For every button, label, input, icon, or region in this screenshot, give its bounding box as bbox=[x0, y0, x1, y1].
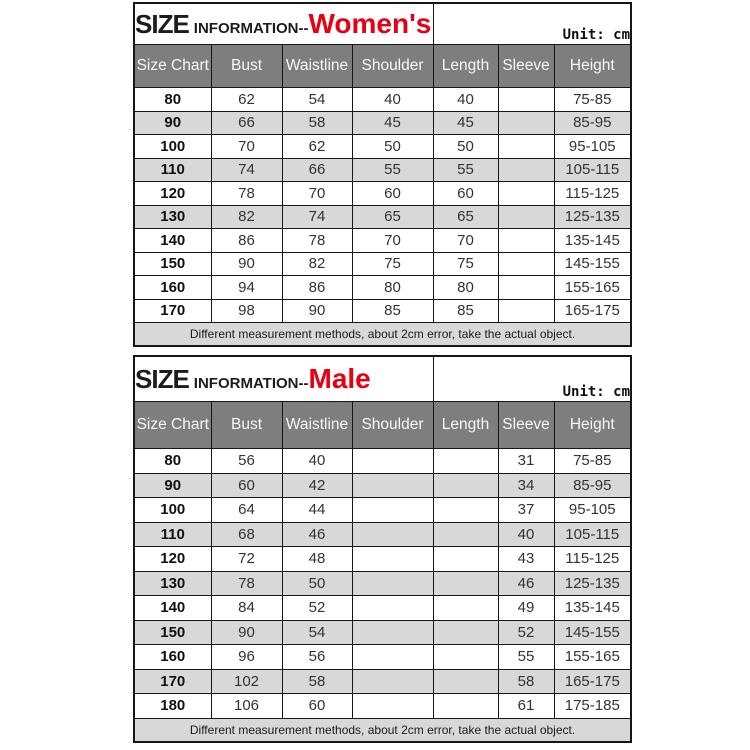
table-title bbox=[134, 3, 433, 45]
column-header-length: Length bbox=[433, 402, 498, 449]
size-cell: 140 bbox=[134, 229, 211, 253]
value-cell bbox=[498, 252, 554, 276]
size-cell: 80 bbox=[134, 88, 211, 112]
unit-cell bbox=[433, 356, 631, 402]
value-cell: 58 bbox=[282, 669, 352, 694]
column-header-height: Height bbox=[554, 402, 631, 449]
value-cell: 95-105 bbox=[554, 498, 631, 523]
value-cell bbox=[433, 669, 498, 694]
value-cell bbox=[498, 299, 554, 323]
size-cell: 80 bbox=[134, 449, 211, 474]
column-header-bust: Bust bbox=[211, 402, 282, 449]
column-header-bust: Bust bbox=[211, 45, 282, 88]
note-row bbox=[134, 718, 631, 742]
value-cell bbox=[352, 669, 433, 694]
value-cell: 102 bbox=[211, 669, 282, 694]
table-row bbox=[134, 473, 631, 498]
value-cell: 40 bbox=[498, 522, 554, 547]
value-cell: 40 bbox=[282, 449, 352, 474]
column-header-shoulder: Shoulder bbox=[352, 45, 433, 88]
table-row bbox=[134, 205, 631, 229]
table-row bbox=[134, 276, 631, 300]
value-cell bbox=[433, 473, 498, 498]
value-cell bbox=[498, 88, 554, 112]
value-cell: 55 bbox=[433, 158, 498, 182]
table-row bbox=[134, 182, 631, 206]
value-cell: 45 bbox=[352, 111, 433, 135]
table-row bbox=[134, 252, 631, 276]
value-cell bbox=[433, 449, 498, 474]
value-cell bbox=[352, 547, 433, 572]
table-row bbox=[134, 571, 631, 596]
value-cell bbox=[352, 596, 433, 621]
value-cell bbox=[352, 498, 433, 523]
value-cell: 155-165 bbox=[554, 645, 631, 670]
value-cell: 106 bbox=[211, 694, 282, 719]
size-cell: 100 bbox=[134, 135, 211, 159]
column-header-row bbox=[134, 402, 631, 449]
value-cell: 95-105 bbox=[554, 135, 631, 159]
value-cell: 60 bbox=[433, 182, 498, 206]
value-cell: 45 bbox=[433, 111, 498, 135]
value-cell: 125-135 bbox=[554, 571, 631, 596]
value-cell: 54 bbox=[282, 88, 352, 112]
size-cell: 150 bbox=[134, 252, 211, 276]
value-cell: 75 bbox=[433, 252, 498, 276]
unit-cell bbox=[433, 3, 631, 45]
value-cell: 65 bbox=[433, 205, 498, 229]
value-cell: 48 bbox=[282, 547, 352, 572]
size-cell: 130 bbox=[134, 205, 211, 229]
size-cell: 170 bbox=[134, 299, 211, 323]
value-cell: 78 bbox=[211, 571, 282, 596]
column-header-length: Length bbox=[433, 45, 498, 88]
value-cell: 125-135 bbox=[554, 205, 631, 229]
value-cell: 58 bbox=[282, 111, 352, 135]
value-cell: 75-85 bbox=[554, 88, 631, 112]
value-cell: 58 bbox=[498, 669, 554, 694]
column-header-sleeve: Sleeve bbox=[498, 402, 554, 449]
value-cell bbox=[352, 449, 433, 474]
size-cell: 120 bbox=[134, 182, 211, 206]
column-header-sleeve: Sleeve bbox=[498, 45, 554, 88]
value-cell: 165-175 bbox=[554, 299, 631, 323]
value-cell bbox=[498, 229, 554, 253]
column-header-row bbox=[134, 45, 631, 88]
measurement-note: Different measurement methods, about 2cm error, take the actual object. bbox=[134, 323, 631, 347]
table-row bbox=[134, 694, 631, 719]
value-cell: 78 bbox=[211, 182, 282, 206]
value-cell: 85-95 bbox=[554, 111, 631, 135]
value-cell: 66 bbox=[282, 158, 352, 182]
table-row bbox=[134, 449, 631, 474]
value-cell: 90 bbox=[211, 620, 282, 645]
value-cell bbox=[498, 158, 554, 182]
value-cell bbox=[498, 205, 554, 229]
value-cell: 31 bbox=[498, 449, 554, 474]
table-row bbox=[134, 229, 631, 253]
value-cell: 84 bbox=[211, 596, 282, 621]
value-cell bbox=[433, 645, 498, 670]
value-cell: 70 bbox=[282, 182, 352, 206]
value-cell: 55 bbox=[352, 158, 433, 182]
value-cell bbox=[433, 596, 498, 621]
value-cell: 98 bbox=[211, 299, 282, 323]
title-size-label: SIZE bbox=[135, 364, 189, 394]
value-cell bbox=[498, 276, 554, 300]
table-row bbox=[134, 547, 631, 572]
size-cell: 170 bbox=[134, 669, 211, 694]
value-cell: 165-175 bbox=[554, 669, 631, 694]
size-cell: 110 bbox=[134, 522, 211, 547]
value-cell: 54 bbox=[282, 620, 352, 645]
value-cell: 86 bbox=[282, 276, 352, 300]
value-cell bbox=[498, 111, 554, 135]
value-cell: 40 bbox=[433, 88, 498, 112]
womens-size-table bbox=[133, 2, 632, 347]
table-row bbox=[134, 498, 631, 523]
title-gender-label: Male bbox=[308, 363, 371, 394]
column-header-waistline: Waistline bbox=[282, 45, 352, 88]
value-cell: 46 bbox=[498, 571, 554, 596]
table-row bbox=[134, 158, 631, 182]
value-cell: 90 bbox=[282, 299, 352, 323]
value-cell: 105-115 bbox=[554, 522, 631, 547]
value-cell: 80 bbox=[352, 276, 433, 300]
value-cell: 82 bbox=[282, 252, 352, 276]
value-cell: 62 bbox=[282, 135, 352, 159]
value-cell: 85 bbox=[352, 299, 433, 323]
value-cell bbox=[433, 620, 498, 645]
value-cell: 44 bbox=[282, 498, 352, 523]
value-cell: 70 bbox=[352, 229, 433, 253]
size-table-male bbox=[133, 355, 630, 743]
value-cell: 60 bbox=[282, 694, 352, 719]
value-cell bbox=[433, 547, 498, 572]
value-cell bbox=[433, 498, 498, 523]
size-cell: 180 bbox=[134, 694, 211, 719]
value-cell: 64 bbox=[211, 498, 282, 523]
value-cell bbox=[352, 571, 433, 596]
column-header-shoulder: Shoulder bbox=[352, 402, 433, 449]
value-cell: 145-155 bbox=[554, 252, 631, 276]
value-cell: 135-145 bbox=[554, 596, 631, 621]
value-cell: 52 bbox=[282, 596, 352, 621]
table-row bbox=[134, 111, 631, 135]
value-cell bbox=[498, 182, 554, 206]
value-cell: 37 bbox=[498, 498, 554, 523]
value-cell: 52 bbox=[498, 620, 554, 645]
title-information-label: INFORMATION-- bbox=[193, 20, 309, 37]
value-cell: 90 bbox=[211, 252, 282, 276]
column-header-waistline: Waistline bbox=[282, 402, 352, 449]
value-cell: 145-155 bbox=[554, 620, 631, 645]
value-cell: 115-125 bbox=[554, 182, 631, 206]
value-cell: 78 bbox=[282, 229, 352, 253]
size-cell: 90 bbox=[134, 111, 211, 135]
value-cell: 94 bbox=[211, 276, 282, 300]
value-cell: 115-125 bbox=[554, 547, 631, 572]
value-cell: 50 bbox=[352, 135, 433, 159]
value-cell: 96 bbox=[211, 645, 282, 670]
value-cell: 75-85 bbox=[554, 449, 631, 474]
title-row bbox=[134, 356, 631, 402]
value-cell: 50 bbox=[282, 571, 352, 596]
measurement-note: Different measurement methods, about 2cm error, take the actual object. bbox=[134, 718, 631, 742]
value-cell: 70 bbox=[211, 135, 282, 159]
value-cell: 46 bbox=[282, 522, 352, 547]
value-cell: 43 bbox=[498, 547, 554, 572]
value-cell: 40 bbox=[352, 88, 433, 112]
table-row bbox=[134, 522, 631, 547]
size-cell: 90 bbox=[134, 473, 211, 498]
column-header-height: Height bbox=[554, 45, 631, 88]
value-cell: 86 bbox=[211, 229, 282, 253]
size-cell: 150 bbox=[134, 620, 211, 645]
value-cell bbox=[498, 135, 554, 159]
value-cell: 65 bbox=[352, 205, 433, 229]
title-information-label: INFORMATION-- bbox=[193, 375, 309, 392]
table-title bbox=[134, 356, 433, 402]
table-row bbox=[134, 620, 631, 645]
value-cell: 49 bbox=[498, 596, 554, 621]
size-cell: 160 bbox=[134, 645, 211, 670]
value-cell: 85-95 bbox=[554, 473, 631, 498]
column-header-size-chart: Size Chart bbox=[134, 402, 211, 449]
value-cell: 82 bbox=[211, 205, 282, 229]
value-cell: 66 bbox=[211, 111, 282, 135]
value-cell bbox=[352, 473, 433, 498]
value-cell: 70 bbox=[433, 229, 498, 253]
value-cell: 85 bbox=[433, 299, 498, 323]
male-size-table bbox=[133, 355, 632, 743]
value-cell: 74 bbox=[282, 205, 352, 229]
value-cell: 62 bbox=[211, 88, 282, 112]
value-cell: 61 bbox=[498, 694, 554, 719]
value-cell: 34 bbox=[498, 473, 554, 498]
value-cell bbox=[433, 694, 498, 719]
size-cell: 160 bbox=[134, 276, 211, 300]
column-header-size-chart: Size Chart bbox=[134, 45, 211, 88]
value-cell bbox=[352, 694, 433, 719]
value-cell: 72 bbox=[211, 547, 282, 572]
table-row bbox=[134, 299, 631, 323]
title-size-label: SIZE bbox=[135, 9, 189, 39]
womens-size-rows bbox=[134, 88, 631, 323]
value-cell: 105-115 bbox=[554, 158, 631, 182]
value-cell: 60 bbox=[211, 473, 282, 498]
value-cell: 80 bbox=[433, 276, 498, 300]
value-cell: 175-185 bbox=[554, 694, 631, 719]
value-cell: 155-165 bbox=[554, 276, 631, 300]
value-cell bbox=[352, 620, 433, 645]
size-tables-container bbox=[133, 2, 630, 743]
value-cell: 56 bbox=[282, 645, 352, 670]
value-cell: 75 bbox=[352, 252, 433, 276]
value-cell bbox=[352, 645, 433, 670]
value-cell: 135-145 bbox=[554, 229, 631, 253]
table-row bbox=[134, 645, 631, 670]
size-cell: 100 bbox=[134, 498, 211, 523]
value-cell bbox=[433, 571, 498, 596]
table-row bbox=[134, 669, 631, 694]
size-cell: 140 bbox=[134, 596, 211, 621]
title-row bbox=[134, 3, 631, 45]
unit-label: Unit: cm bbox=[562, 384, 631, 400]
value-cell: 55 bbox=[498, 645, 554, 670]
table-row bbox=[134, 88, 631, 112]
size-cell: 130 bbox=[134, 571, 211, 596]
value-cell bbox=[433, 522, 498, 547]
value-cell: 50 bbox=[433, 135, 498, 159]
size-cell: 120 bbox=[134, 547, 211, 572]
value-cell: 74 bbox=[211, 158, 282, 182]
value-cell: 56 bbox=[211, 449, 282, 474]
male-size-rows bbox=[134, 449, 631, 719]
title-gender-label: Women's bbox=[308, 8, 432, 39]
size-table-womens bbox=[133, 2, 630, 347]
table-row bbox=[134, 135, 631, 159]
value-cell: 68 bbox=[211, 522, 282, 547]
table-row bbox=[134, 596, 631, 621]
size-cell: 110 bbox=[134, 158, 211, 182]
value-cell: 60 bbox=[352, 182, 433, 206]
unit-label: Unit: cm bbox=[562, 27, 631, 43]
value-cell: 42 bbox=[282, 473, 352, 498]
note-row bbox=[134, 323, 631, 347]
value-cell bbox=[352, 522, 433, 547]
